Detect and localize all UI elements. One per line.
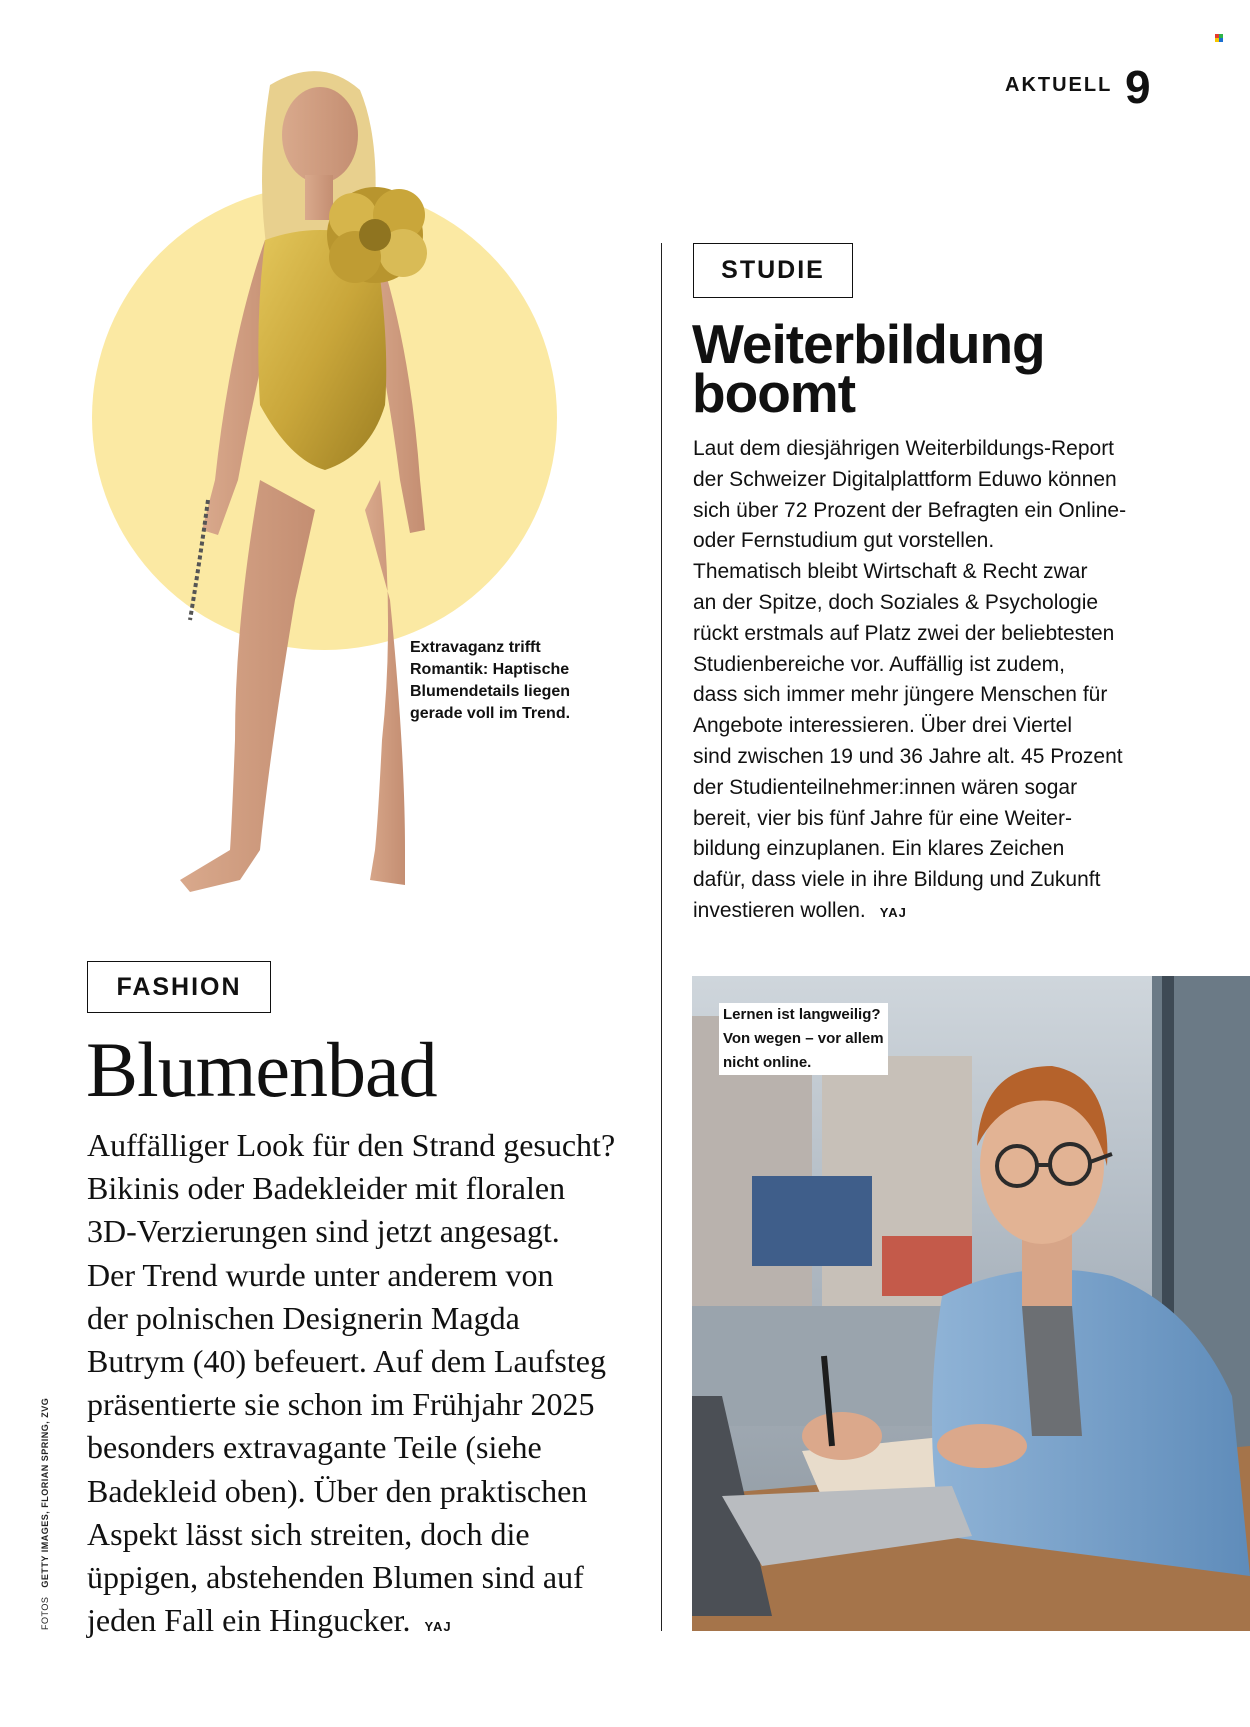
study-body-line: dafür, dass viele in ihre Bildung und Zukunft xyxy=(693,868,1101,892)
study-image-caption xyxy=(719,1003,888,1075)
fashion-body xyxy=(87,1124,647,1648)
study-image-caption-line: Von wegen – vor allem xyxy=(723,1030,884,1047)
fashion-body-line: Aspekt lässt sich streiten, doch die xyxy=(87,1515,530,1552)
fashion-body-line: der polnischen Designerin Magda xyxy=(87,1299,520,1336)
page-number: 9 xyxy=(1125,61,1151,113)
fashion-body-line: Bikinis oder Badekleider mit floralen xyxy=(87,1170,566,1207)
fashion-body-line: üppigen, abstehenden Blumen sind auf xyxy=(87,1559,584,1596)
fashion-body-line: jeden Fall ein Hingucker. xyxy=(87,1602,411,1639)
fashion-byline: YAJ xyxy=(424,1619,452,1635)
study-image-caption-line: nicht online. xyxy=(723,1054,812,1071)
study-body-line: der Studienteilnehmer:innen wären sogar xyxy=(693,775,1078,799)
study-body-line: oder Fernstudium gut vorstellen. xyxy=(693,529,995,553)
fashion-body-line: Der Trend wurde unter anderem von xyxy=(87,1256,554,1293)
study-body-line: bereit, vier bis fünf Jahre für eine Weiter- xyxy=(693,806,1072,830)
fashion-body-line: präsentierte sie schon im Frühjahr 2025 xyxy=(87,1386,595,1423)
study-body-line: an der Spitze, doch Soziales & Psychologie xyxy=(693,590,1099,614)
study-body-line: sich über 72 Prozent der Befragten ein Online- xyxy=(693,498,1127,522)
study-body-line: rückt erstmals auf Platz zwei der beliebtesten xyxy=(693,621,1115,645)
study-headline-line: Weiterbildung xyxy=(692,313,1045,375)
photo-credit xyxy=(40,1398,50,1630)
column-divider xyxy=(661,243,662,1631)
study-body-line: Studienbereiche vor. Auffällig ist zudem, xyxy=(693,652,1066,676)
study-body-line: der Schweizer Digitalplattform Eduwo können xyxy=(693,467,1117,491)
fashion-image-caption: Extravaganz trifft Romantik: Haptische Blumendetails liegen gerade voll im Trend. xyxy=(410,639,571,722)
study-body-line: Angebote interessieren. Über drei Viertel xyxy=(693,714,1072,738)
section-label: AKTUELL xyxy=(1005,74,1113,96)
study-body-line: dass sich immer mehr jüngere Menschen für xyxy=(693,683,1108,707)
study-headline xyxy=(692,313,1045,424)
study-body-line-last xyxy=(693,896,1163,929)
fashion-body-line: Butrym (40) befeuert. Auf dem Laufsteg xyxy=(87,1343,606,1380)
study-body xyxy=(693,434,1163,929)
study-headline-line: boomt xyxy=(692,362,856,424)
study-byline: YAJ xyxy=(879,904,907,920)
study-body-line: investieren wollen. xyxy=(693,898,866,922)
photo-credit-prefix: FOTOS xyxy=(40,1596,50,1630)
study-body-line: sind zwischen 19 und 36 Jahre alt. 45 Prozent xyxy=(693,744,1123,768)
fashion-body-line: Auffälliger Look für den Strand gesucht? xyxy=(87,1127,616,1163)
fashion-tag: FASHION xyxy=(87,961,271,1013)
study-body-line: Laut dem diesjährigen Weiterbildungs-Report xyxy=(693,437,1115,460)
model-in-gold-swimsuit-image xyxy=(120,60,500,930)
photo-credit-sources: GETTY IMAGES, FLORIAN SPRING, ZVG xyxy=(40,1397,50,1588)
fashion-headline: Blumenbad xyxy=(86,1026,437,1113)
fashion-body-line: Badekleid oben). Über den praktischen xyxy=(87,1472,588,1509)
study-tag: STUDIE xyxy=(693,243,853,298)
study-body-line: Thematisch bleibt Wirtschaft & Recht zwar xyxy=(693,560,1088,584)
fashion-body-line: 3D-Verzierungen sind jetzt angesagt. xyxy=(87,1213,560,1250)
printer-mark-icon xyxy=(1215,34,1223,42)
fashion-body-line: besonders extravagante Teile (siehe xyxy=(87,1429,542,1466)
fashion-body-line-last xyxy=(87,1599,647,1648)
study-body-line: bildung einzuplanen. Ein klares Zeichen xyxy=(693,837,1065,861)
study-image-caption-line: Lernen ist langweilig? xyxy=(723,1006,881,1023)
